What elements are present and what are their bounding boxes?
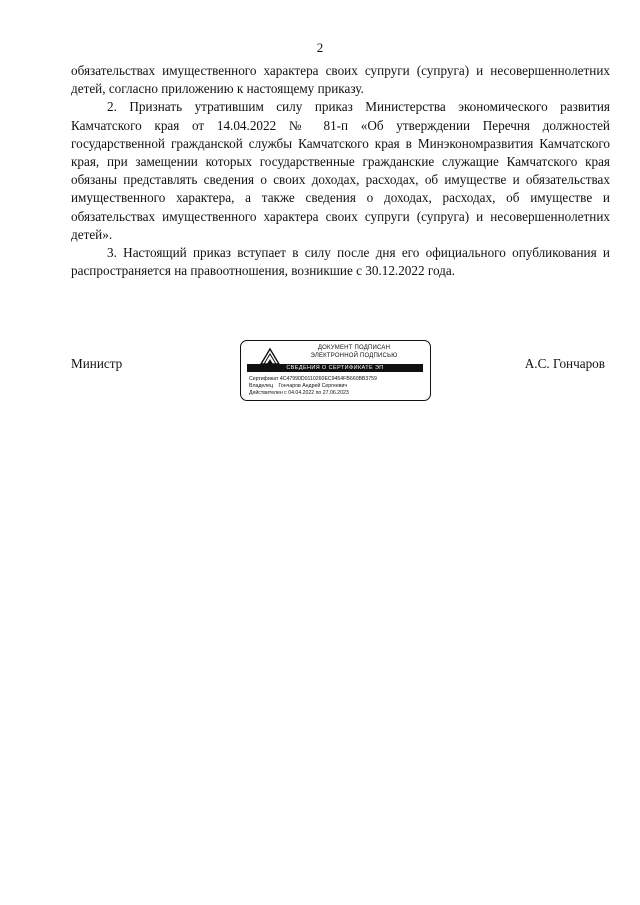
paragraph-3: 3. Настоящий приказ вступает в силу после дня его официального опубликования и распространяется на правоотношения, возникшие с 30.12.2022 года.: [71, 245, 610, 279]
valid-value: 04.04.2022 по 27.06.2023: [288, 390, 349, 396]
stamp-owner-row: [249, 383, 377, 390]
electronic-signature-stamp: [240, 340, 431, 401]
stamp-certificate-row: [249, 376, 377, 383]
coat-of-arms-icon: [259, 346, 281, 366]
signature-block: [0, 340, 640, 410]
stamp-certificate-bar: СВЕДЕНИЯ О СЕРТИФИКАТЕ ЭП: [247, 364, 423, 372]
paragraph-2: 2. Признать утратившим силу приказ Министерства экономического развития Камчатского края от 14.04.2022 № 81-п «Об утверждении Перечня должностей государственной гражданской службы Камчатского края в Минэкономразвития Камчатского края, при замещении которых государственные гражданские служащие Камчатского края обязаны представлять сведения о своих доходах, расходах, об имуществе и обязательствах имущественного характера, а также сведения о доходах, расходах, об имуществе и обязательствах имущественного характера своих супруги (супруга) и несовершеннолетних детей».: [71, 99, 610, 242]
stamp-details: [249, 376, 377, 397]
valid-label: Действителен с: [249, 390, 287, 396]
stamp-header-line1: ДОКУМЕНТ ПОДПИСАН: [317, 345, 391, 351]
paragraph-continuation: обязательствах имущественного характера своих супруги (супруга) и несовершеннолетних детей, согласно приложению к настоящему приказу.: [71, 63, 610, 97]
stamp-valid-row: [249, 390, 377, 397]
owner-label: Владелец: [249, 383, 273, 389]
certificate-value: 4C47990D0110260EC9454FB660BB3759: [279, 376, 377, 382]
page-number: 2: [316, 40, 324, 55]
signer-title: Министр: [71, 356, 123, 371]
document-body: [71, 62, 610, 280]
stamp-header-line2: ЭЛЕКТРОННОЙ ПОДПИСЬЮ: [310, 353, 398, 359]
certificate-label: Сертификат: [249, 376, 279, 382]
signer-name: А.С. Гончаров: [524, 356, 605, 371]
stamp-header: [279, 344, 429, 360]
owner-value: Гончаров Андрей Сергеевич: [278, 383, 348, 389]
